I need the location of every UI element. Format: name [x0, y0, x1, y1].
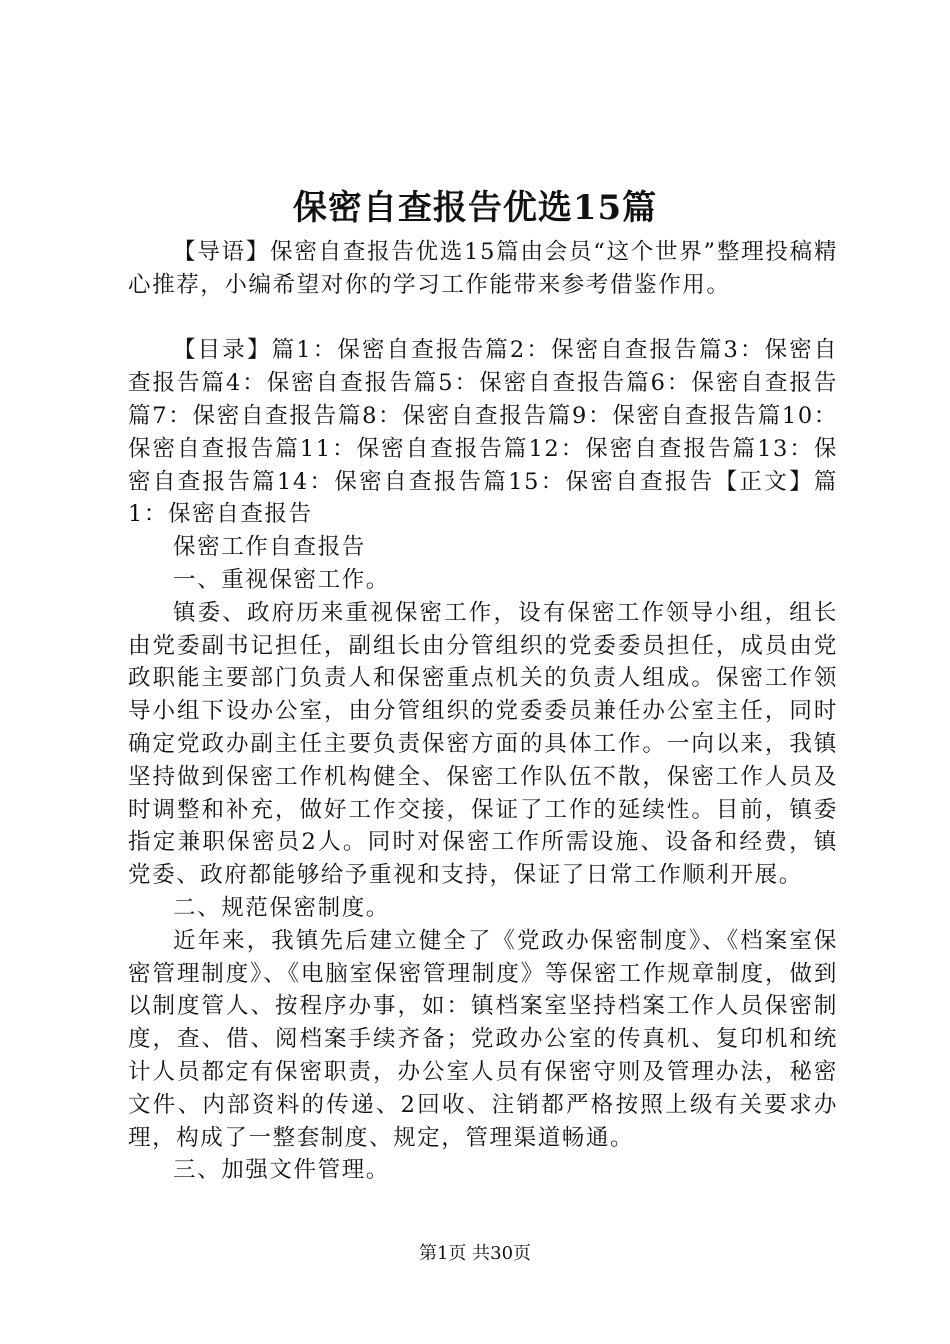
- section-2-heading: 二、规范保密制度。: [173, 894, 390, 921]
- section-1-body: 镇委、政府历来重视保密工作，设有保密工作领导小组，组长由党委副书记担任，副组长由分管组织的党委委员担任，成员由党政职能主要部门负责人和保密重点机关的负责人组成。保密工作领导小组下设办公室，由分管组织的党委委员兼任办公室主任，同时确定党政办副主任主要负责保密方面的具体工作。一向以来，我镇坚持做到保密工作机构健全、保密工作队伍不散，保密工作人员及时调整和补充，做好工作交接，保证了工作的延续性。目前，镇委指定兼职保密员2人。同时对保密工作所需设施、设备和经费，镇党委、政府都能够给予重视和支持，保证了日常工作顺利开展。: [128, 599, 838, 889]
- document-body: [128, 236, 838, 1187]
- intro-paragraph: 【导语】保密自查报告优选15篇由会员“这个世界”整理投稿精心推荐，小编希望对你的学习工作能带来参考借鉴作用。: [128, 239, 838, 298]
- report-subtitle: 保密工作自查报告: [173, 534, 366, 561]
- page-number-footer: 第1页 共30页: [418, 1243, 532, 1264]
- section-2-body: 近年来，我镇先后建立健全了《党政办保密制度》、《档案室保密管理制度》、《电脑室保密管理制度》等保密工作规章制度，做到以制度管人、按程序办事，如：镇档案室坚持档案工作人员保密制度，查、借、阅档案手续齐备；党政办公室的传真机、复印机和统计人员都定有保密职责，办公室人员有保密守则及管理办法，秘密文件、内部资料的传递、2回收、注销都严格按照上级有关要求办理，构成了一整套制度、规定，管理渠道畅通。: [128, 927, 838, 1151]
- section-1-heading: 一、重视保密工作。: [173, 566, 390, 593]
- toc-paragraph: 【目录】篇1：保密自查报告篇2：保密自查报告篇3：保密自查报告篇4：保密自查报告篇5：保密自查报告篇6：保密自查报告篇7：保密自查报告篇8：保密自查报告篇9：保密自查报告篇10：保密自查报告篇11：保密自查报告篇12：保密自查报告篇13：保密自查报告篇14：保密自查报告篇15：保密自查报告【正文】篇1：保密自查报告: [128, 337, 838, 528]
- section-3-heading: 三、加强文件管理。: [173, 1157, 390, 1184]
- document-title: 保密自查报告优选15篇: [292, 188, 658, 228]
